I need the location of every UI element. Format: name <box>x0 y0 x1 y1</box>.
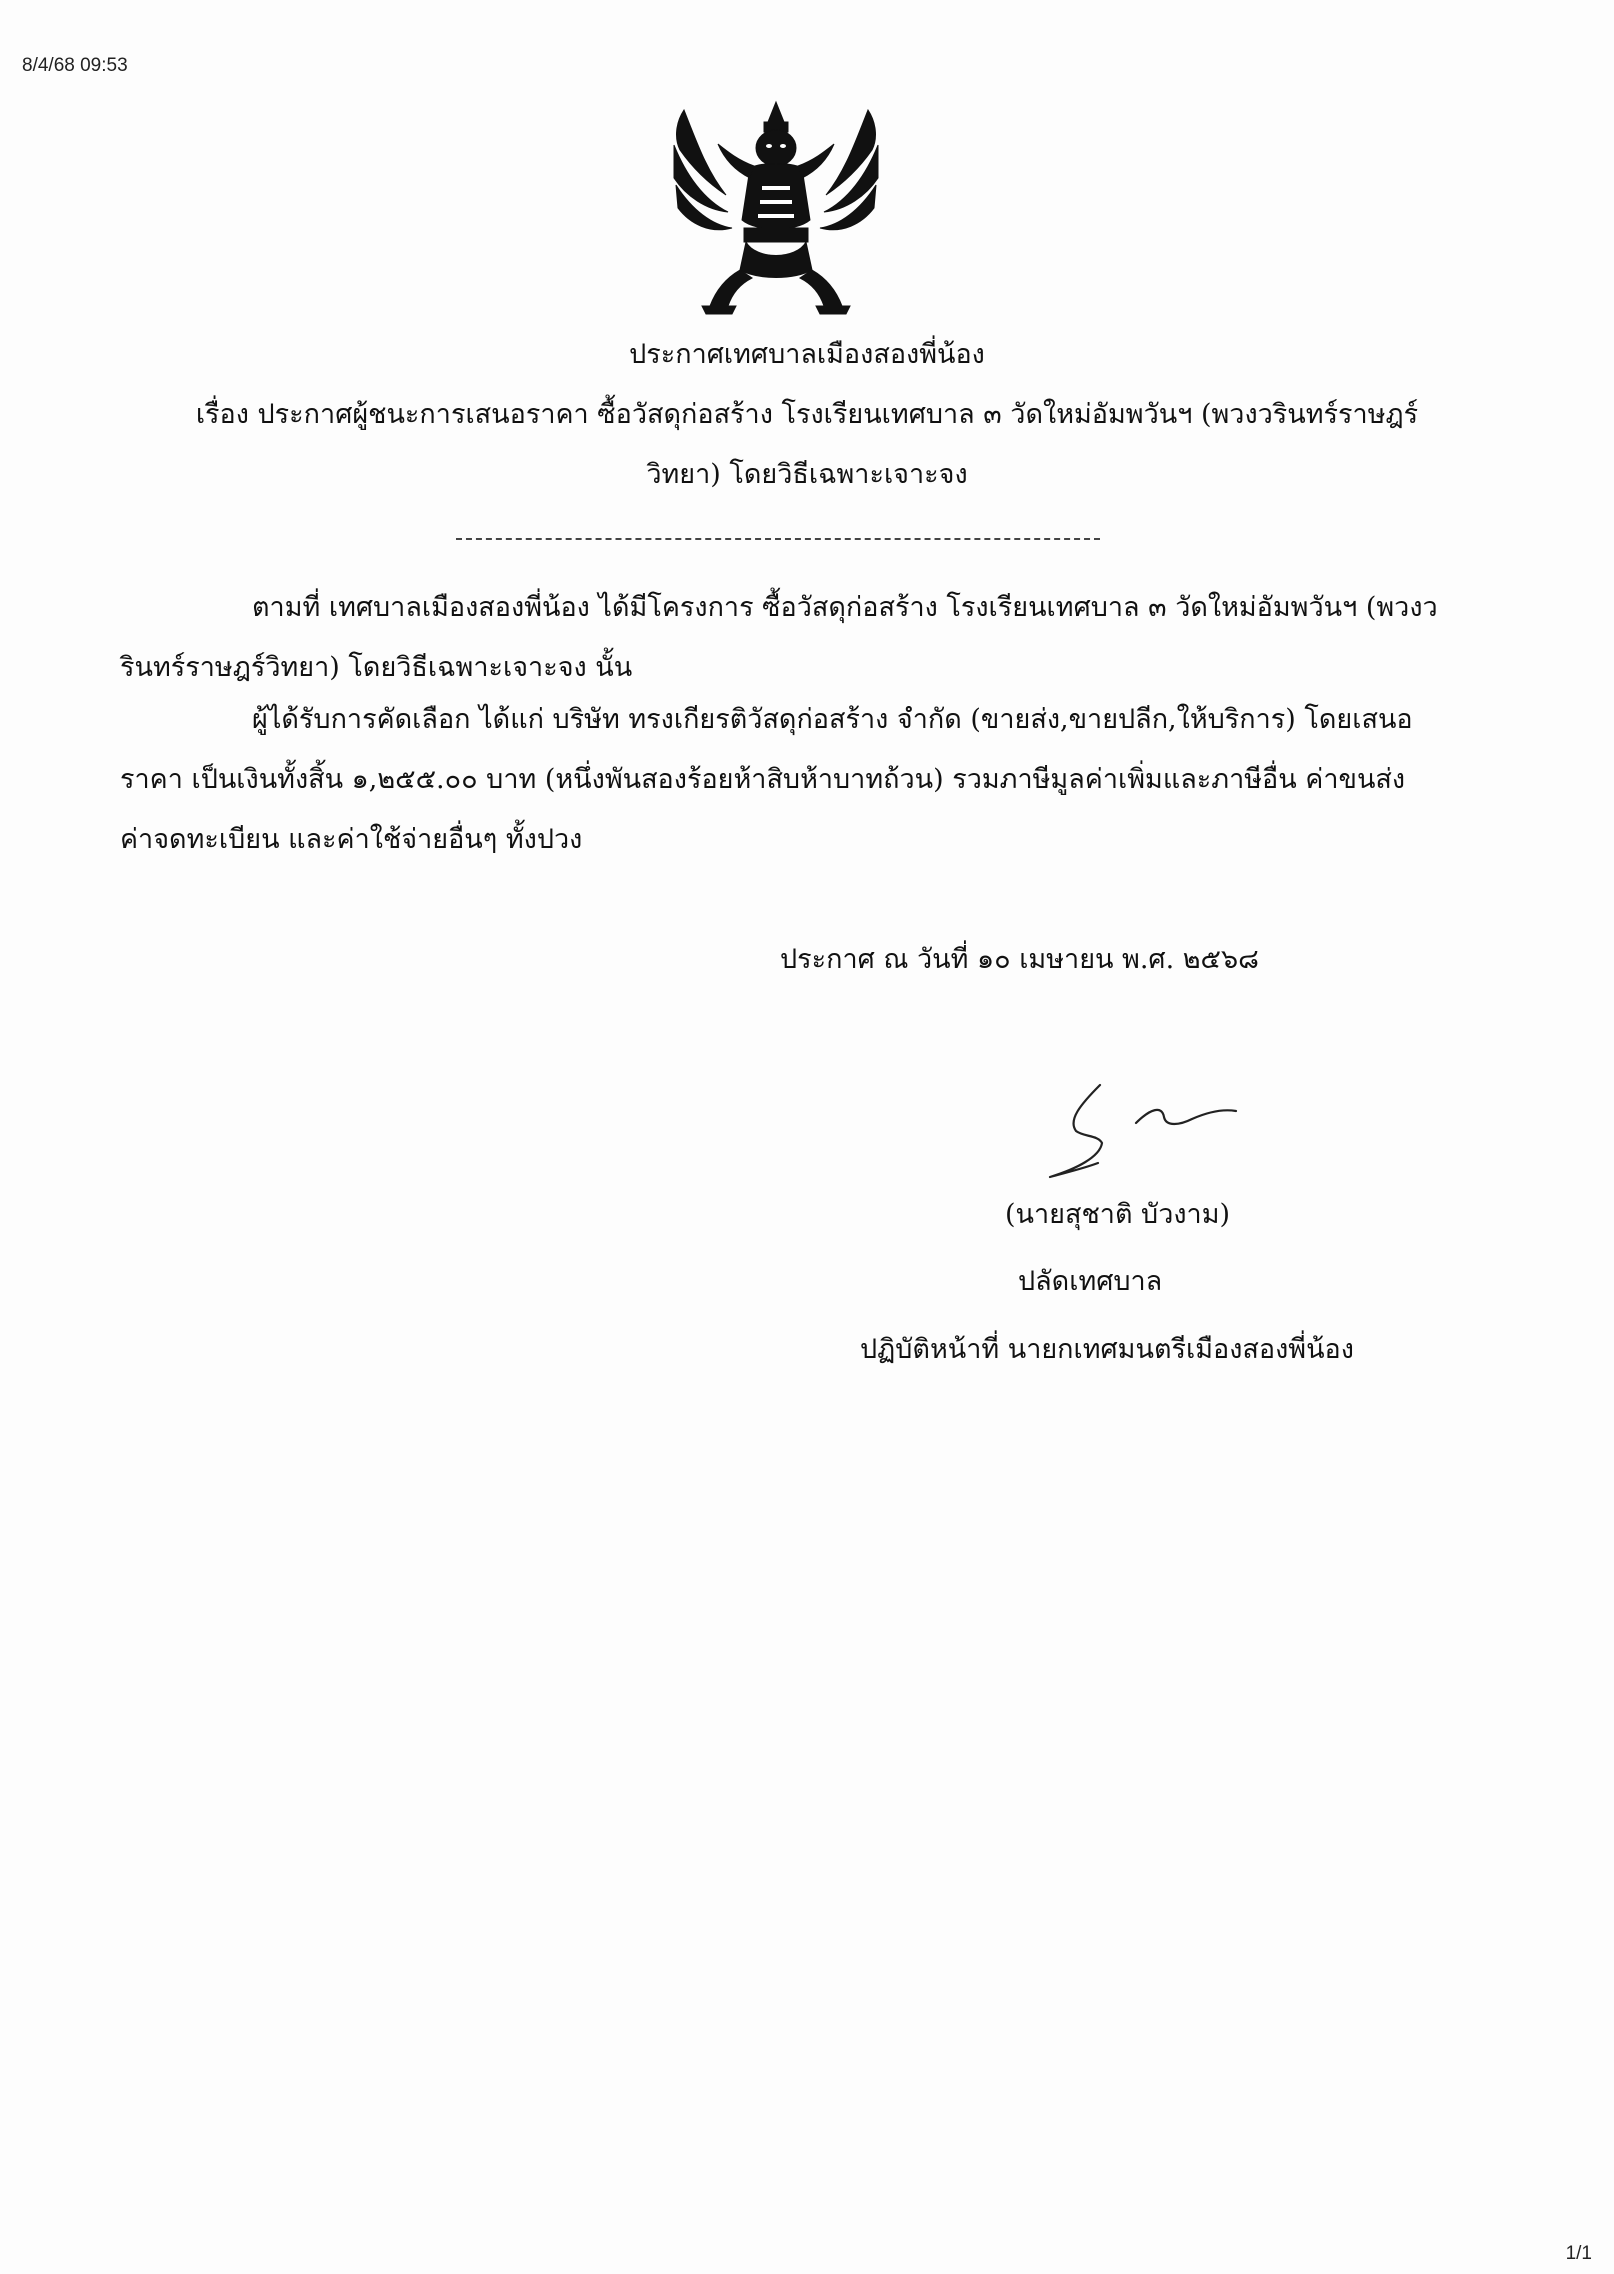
announcement-date: ประกาศ ณ วันที่ ๑๐ เมษายน พ.ศ. ๒๕๖๘ <box>780 944 1259 975</box>
paragraph-2-line2: ราคา เป็นเงินทั้งสิ้น ๑,๒๕๕.๐๐ บาท (หนึ่งพันสองร้อยห้าสิบห้าบาทถ้วน) รวมภาษีมูลค่าเพิ่มและภาษีอื่น ค่าขนส่ง <box>120 764 1406 795</box>
paragraph-2-line1: ผู้ได้รับการคัดเลือก ได้แก่ บริษัท ทรงเกียรติวัสดุก่อสร้าง จำกัด (ขายส่ง,ขายปลีก,ให้บริการ) โดยเสนอ <box>252 704 1413 735</box>
signatory-name: (นายสุชาติ บัวงาม) <box>1005 1199 1231 1230</box>
announcement-title: ประกาศเทศบาลเมืองสองพี่น้อง <box>629 339 985 370</box>
paragraph-1-line1: ตามที่ เทศบาลเมืองสองพี่น้อง ได้มีโครงการ ซื้อวัสดุก่อสร้าง โรงเรียนเทศบาล ๓ วัดใหม่อัมพวันฯ (พวงว <box>252 592 1438 623</box>
print-timestamp: 8/4/68 09:53 <box>22 55 128 76</box>
announcement-subject-line1: เรื่อง ประกาศผู้ชนะการเสนอราคา ซื้อวัสดุก่อสร้าง โรงเรียนเทศบาล ๓ วัดใหม่อัมพวันฯ (พวงวรินทร์ราษฎร์ <box>195 399 1419 430</box>
signatory-acting-position: ปฏิบัติหน้าที่ นายกเทศมนตรีเมืองสองพี่น้อง <box>860 1334 1354 1365</box>
announcement-subject-line2: วิทยา) โดยวิธีเฉพาะเจาะจง <box>646 459 968 490</box>
page-number: 1/1 <box>1565 2243 1592 2264</box>
garuda-emblem-icon <box>666 100 886 315</box>
paragraph-1-line2: รินทร์ราษฎร์วิทยา) โดยวิธีเฉพาะเจาะจง นั้น <box>120 652 633 683</box>
divider <box>456 538 1100 540</box>
signatory-position: ปลัดเทศบาล <box>1018 1266 1163 1297</box>
paragraph-2-line3: ค่าจดทะเบียน และค่าใช้จ่ายอื่นๆ ทั้งปวง <box>120 824 583 855</box>
handwritten-signature <box>1040 1065 1260 1185</box>
